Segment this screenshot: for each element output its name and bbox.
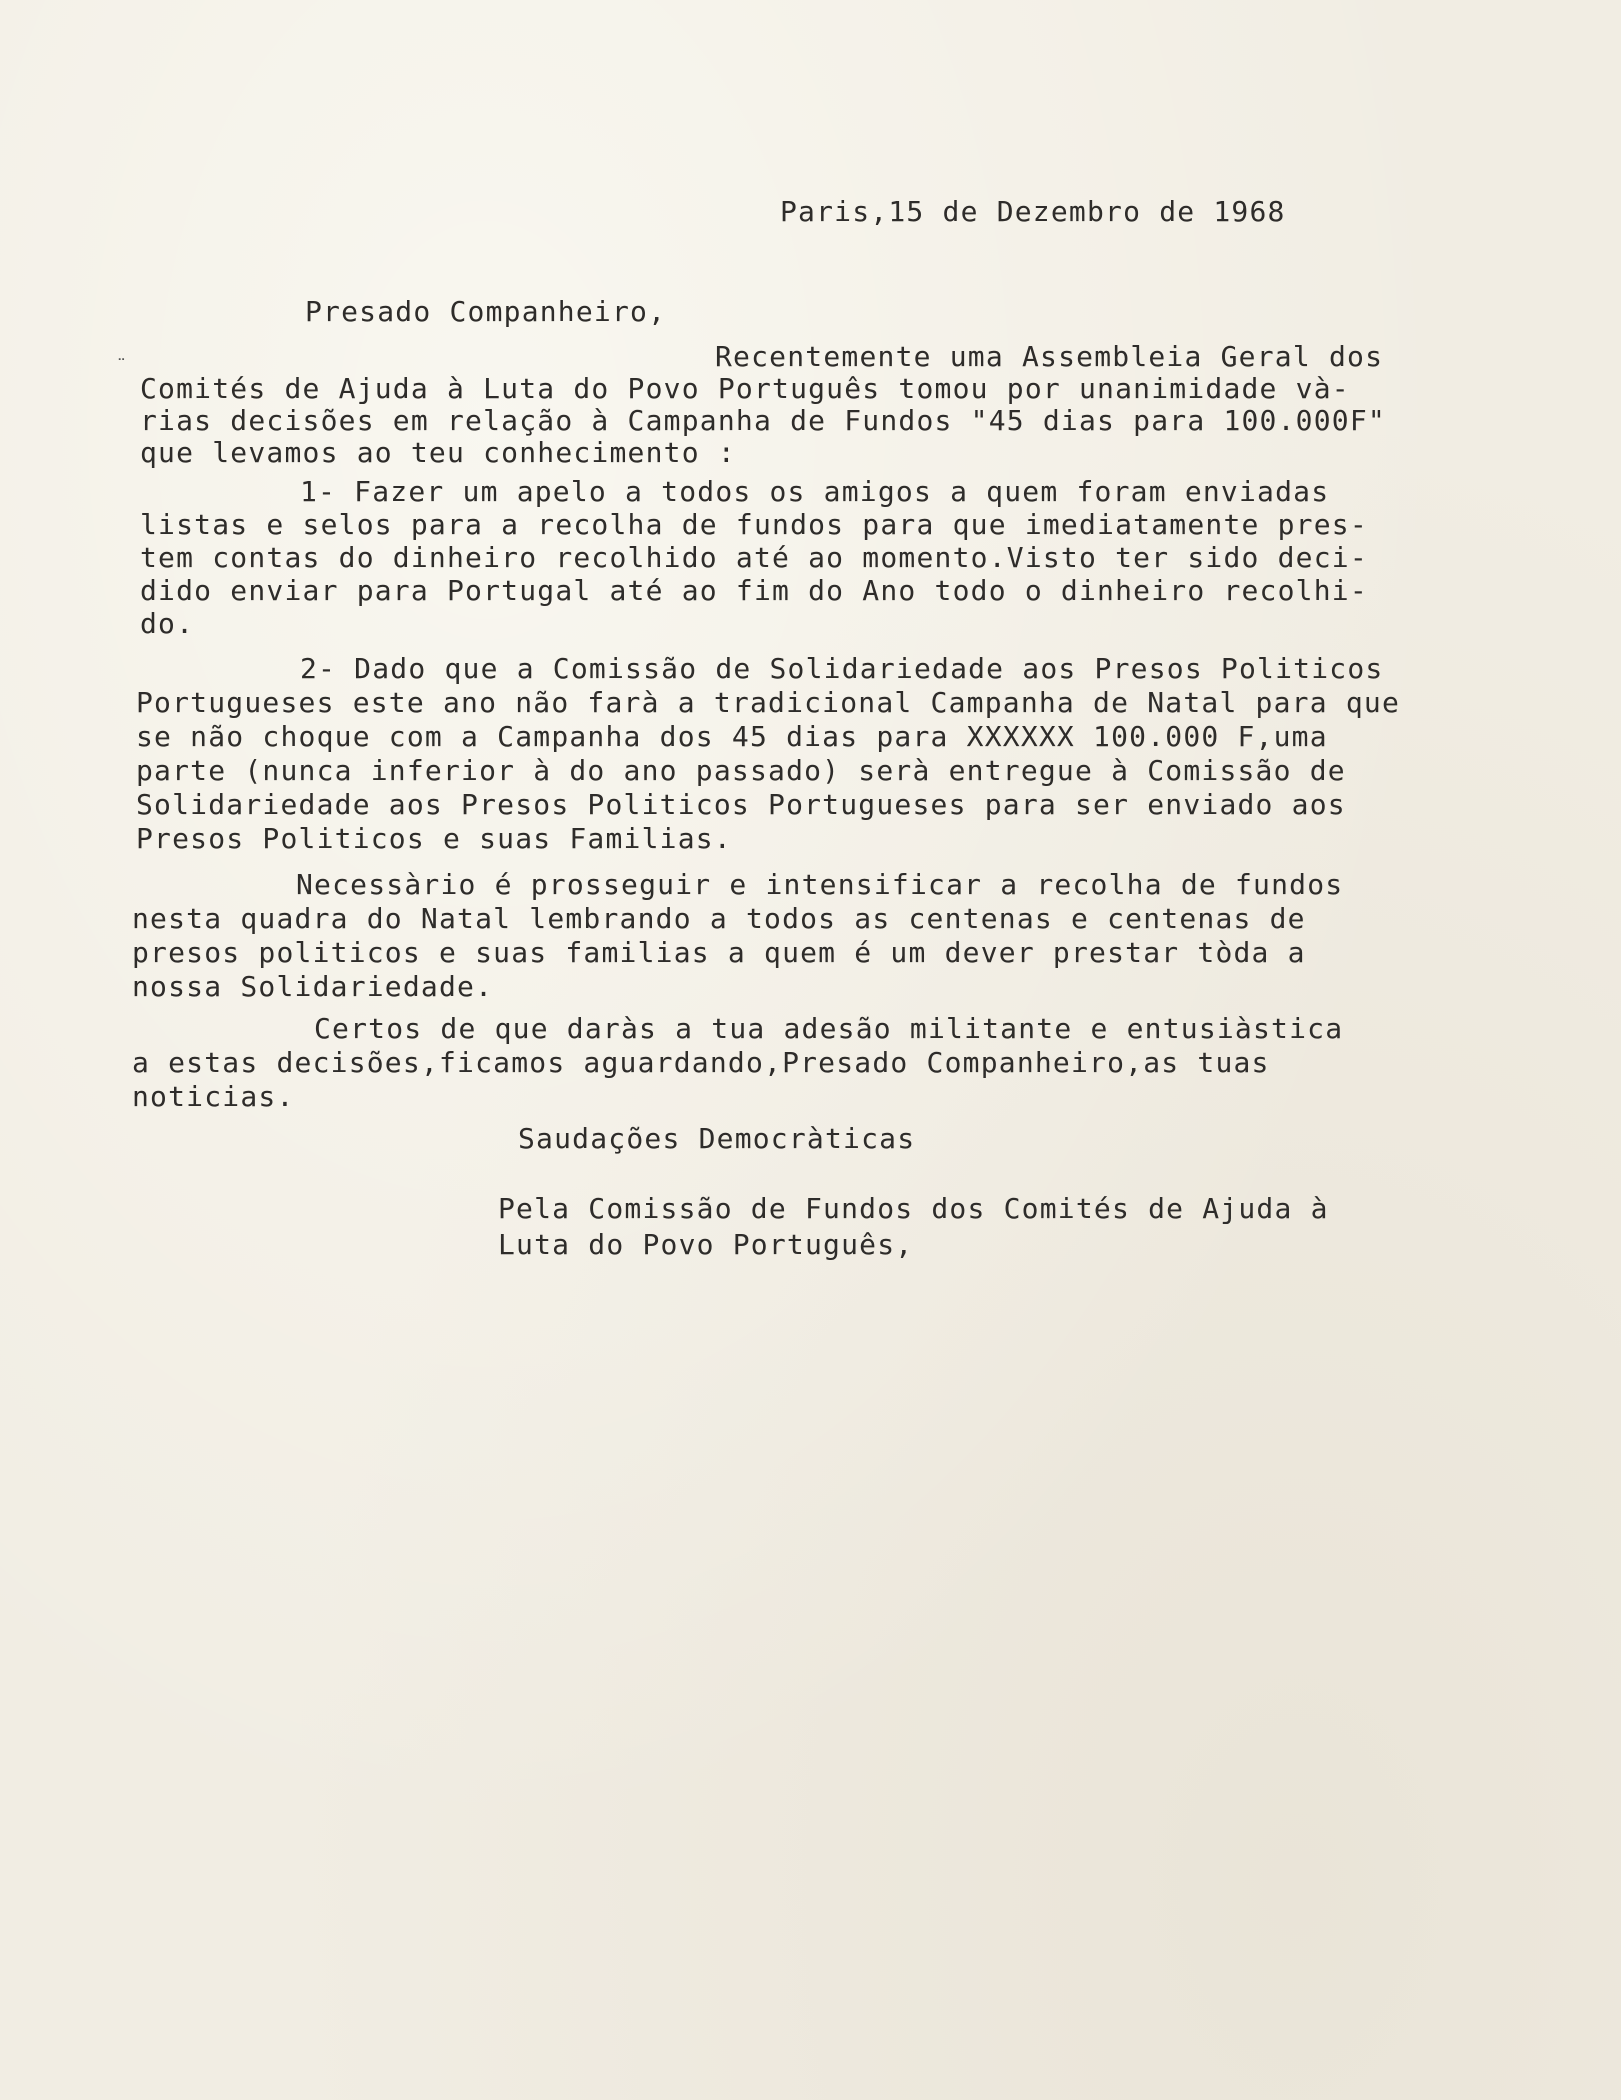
signature-line: Pela Comissão de Fundos dos Comités de Ajuda à — [498, 1192, 1329, 1225]
point-1-line: dido enviar para Portugal até ao fim do Ano todo o dinheiro recolhi- — [140, 574, 1368, 607]
paragraph-3-line: presos politicos e suas familias a quem é um dever prestar tòda a — [132, 936, 1306, 969]
point-1-line: listas e selos para a recolha de fundos para que imediatamente pres- — [140, 508, 1368, 541]
letter-salutation: Presado Companheiro, — [305, 295, 667, 328]
point-2-line: Portugueses este ano não farà a tradicional Campanha de Natal para que — [136, 686, 1401, 719]
paragraph-3-line: Necessàrio é prosseguir e intensificar a recolha de fundos — [296, 868, 1344, 901]
point-1-line: tem contas do dinheiro recolhido até ao momento.Visto ter sido deci- — [140, 541, 1368, 574]
point-2-line: 2- Dado que a Comissão de Solidariedade aos Presos Politicos — [300, 652, 1384, 685]
paragraph-3-line: nesta quadra do Natal lembrando a todos as centenas e centenas de — [132, 902, 1306, 935]
signature-line: Luta do Povo Português, — [498, 1228, 914, 1261]
point-2-line: Presos Politicos e suas Familias. — [136, 822, 732, 855]
margin-mark: ¨ — [116, 356, 127, 377]
point-1-line: 1- Fazer um apelo a todos os amigos a quem foram enviadas — [300, 475, 1330, 508]
intro-line: que levamos ao teu conhecimento : — [140, 436, 736, 469]
point-2-line: se não choque com a Campanha dos 45 dias para XXXXXX 100.000 F,uma — [136, 720, 1328, 753]
intro-line: Comités de Ajuda à Luta do Povo Português tomou por unanimidade và- — [140, 372, 1350, 405]
intro-line: Recentemente uma Assembleia Geral dos — [715, 340, 1384, 373]
point-2-line: Solidariedade aos Presos Politicos Portugueses para ser enviado aos — [136, 788, 1346, 821]
point-1-line: do. — [140, 607, 195, 640]
paragraph-4-line: Certos de que daràs a tua adesão militante e entusiàstica — [314, 1012, 1344, 1045]
paragraph-4-line: a estas decisões,ficamos aguardando,Presado Companheiro,as tuas — [132, 1046, 1270, 1079]
paragraph-3-line: nossa Solidariedade. — [132, 970, 494, 1003]
letter-closing: Saudações Democràticas — [518, 1122, 916, 1155]
point-2-line: parte (nunca inferior à do ano passado) serà entregue à Comissão de — [136, 754, 1346, 787]
intro-line: rias decisões em relação à Campanha de Fundos "45 dias para 100.000F" — [140, 404, 1386, 437]
letter-date: Paris,15 de Dezembro de 1968 — [780, 195, 1286, 228]
paragraph-4-line: noticias. — [132, 1080, 295, 1113]
